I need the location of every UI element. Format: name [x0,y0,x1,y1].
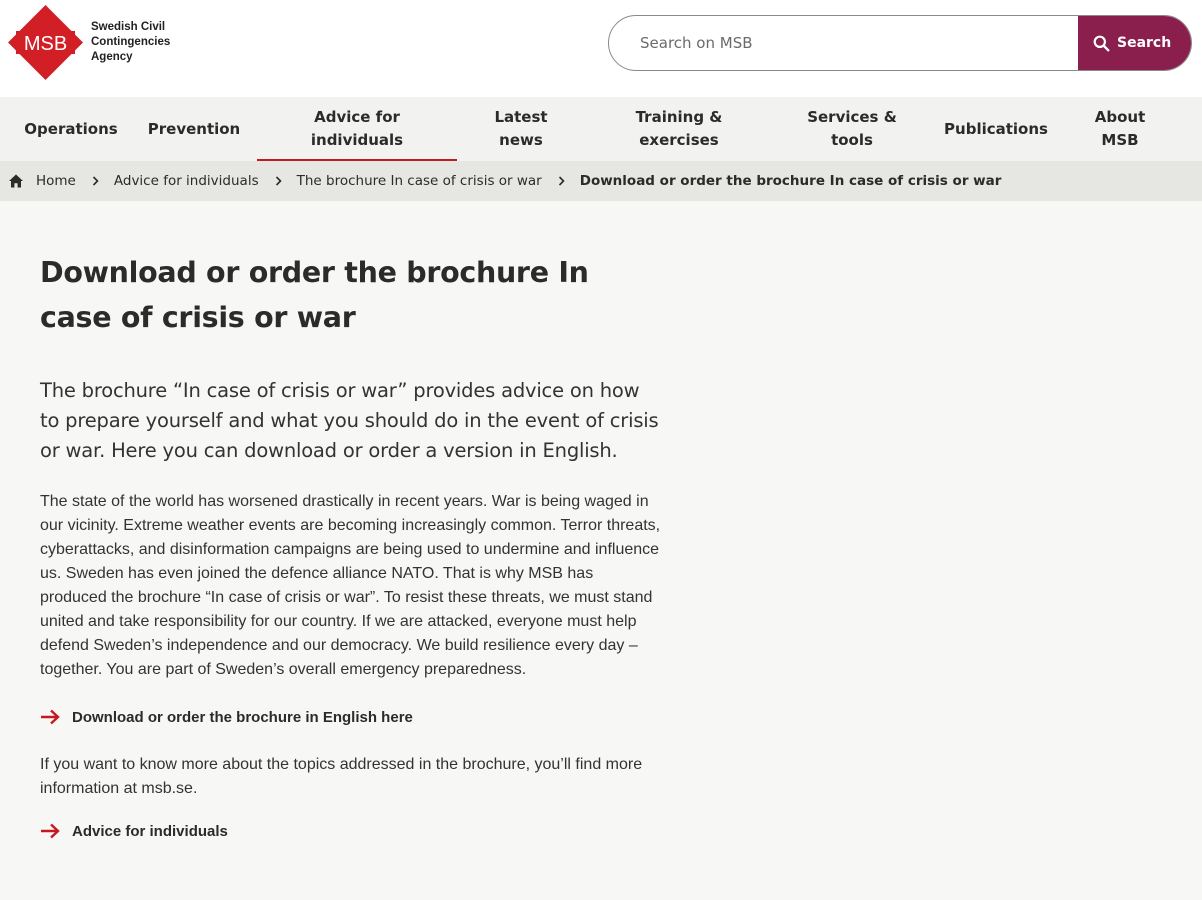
nav-item-label: Services & tools [807,108,897,149]
search-button[interactable] [1078,15,1192,71]
agency-name-line: Agency [91,51,133,63]
nav-item-label: Latest news [494,108,548,149]
breadcrumb-home[interactable]: Home [36,173,76,189]
search-form [608,15,1192,71]
chevron-right-icon [92,176,100,186]
advice-for-individuals-link-label: Advice for individuals [72,822,228,840]
site-header [0,0,1202,97]
page-title: Download or order the brochure In case of crisis or war [40,256,589,334]
breadcrumb-current-page: Download or order the brochure In case of crisis or war [579,173,1002,189]
nav-item-prevention[interactable] [138,97,250,161]
search-button-label: Search [1117,35,1172,51]
arrow-right-icon [40,823,60,839]
chevron-right-icon [558,176,566,186]
nav-item-publications[interactable] [934,97,1058,161]
breadcrumb [0,161,1202,201]
download-brochure-link[interactable] [40,705,662,729]
agency-name-line: Swedish Civil [91,21,166,33]
nav-item-services-tools[interactable] [796,97,908,161]
msb-logo[interactable] [7,4,84,81]
nav-item-advice-for-individuals[interactable] [257,97,457,161]
chevron-right-icon [275,176,283,186]
logo-text: MSB [23,33,68,55]
agency-name-line: Contingencies [91,36,171,48]
nav-item-about-msb[interactable] [1082,97,1158,161]
nav-item-label: Prevention [147,119,241,138]
arrow-right-icon [40,709,60,725]
article [40,250,662,843]
breadcrumb-advice-for-individuals[interactable]: Advice for individuals [113,173,259,189]
agency-name [91,20,170,65]
download-brochure-link-label: Download or order the brochure in English here [72,708,413,726]
nav-item-training-exercises[interactable] [610,97,748,161]
main-navigation [0,97,1202,161]
nav-item-label: Advice for individuals [310,108,404,149]
nav-item-latest-news[interactable] [478,97,564,161]
home-icon[interactable] [8,173,24,189]
nav-item-label: Training & exercises [635,108,723,149]
nav-item-label: Publications [944,119,1048,138]
body-paragraph-more-info: If you want to know more about the topics addressed in the brochure, you’ll find more information at msb.se. [40,756,643,797]
msb-logo-mark [7,4,84,81]
body-paragraph: The state of the world has worsened drastically in recent years. War is being waged in our vicinity. Extreme weather events are becoming increasingly common. Terror threats, cyberattacks, and disinformation campaigns are being used to undermine and influence us. Sweden has even joined the defence alliance NATO. That is why MSB has produced the brochure “In case of crisis or war”. To resist these threats, we must stand united and take responsibility for our country. If we are attacked, everyone must help defend Sweden’s independence and our democracy. We build resilience every day – together. You are part of Sweden’s overall emergency preparedness. [40,493,661,678]
search-icon [1093,35,1110,52]
advice-for-individuals-link[interactable] [40,819,662,843]
nav-item-operations[interactable] [12,97,130,161]
nav-item-label: About MSB [1094,108,1146,149]
breadcrumb-brochure[interactable]: The brochure In case of crisis or war [296,173,542,189]
lead-paragraph: The brochure “In case of crisis or war” provides advice on how to prepare yourself and what you should do in the event of crisis or war. Here you can download or order a version in English. [40,379,659,462]
search-input[interactable] [609,16,1077,70]
nav-item-label: Operations [24,119,118,138]
